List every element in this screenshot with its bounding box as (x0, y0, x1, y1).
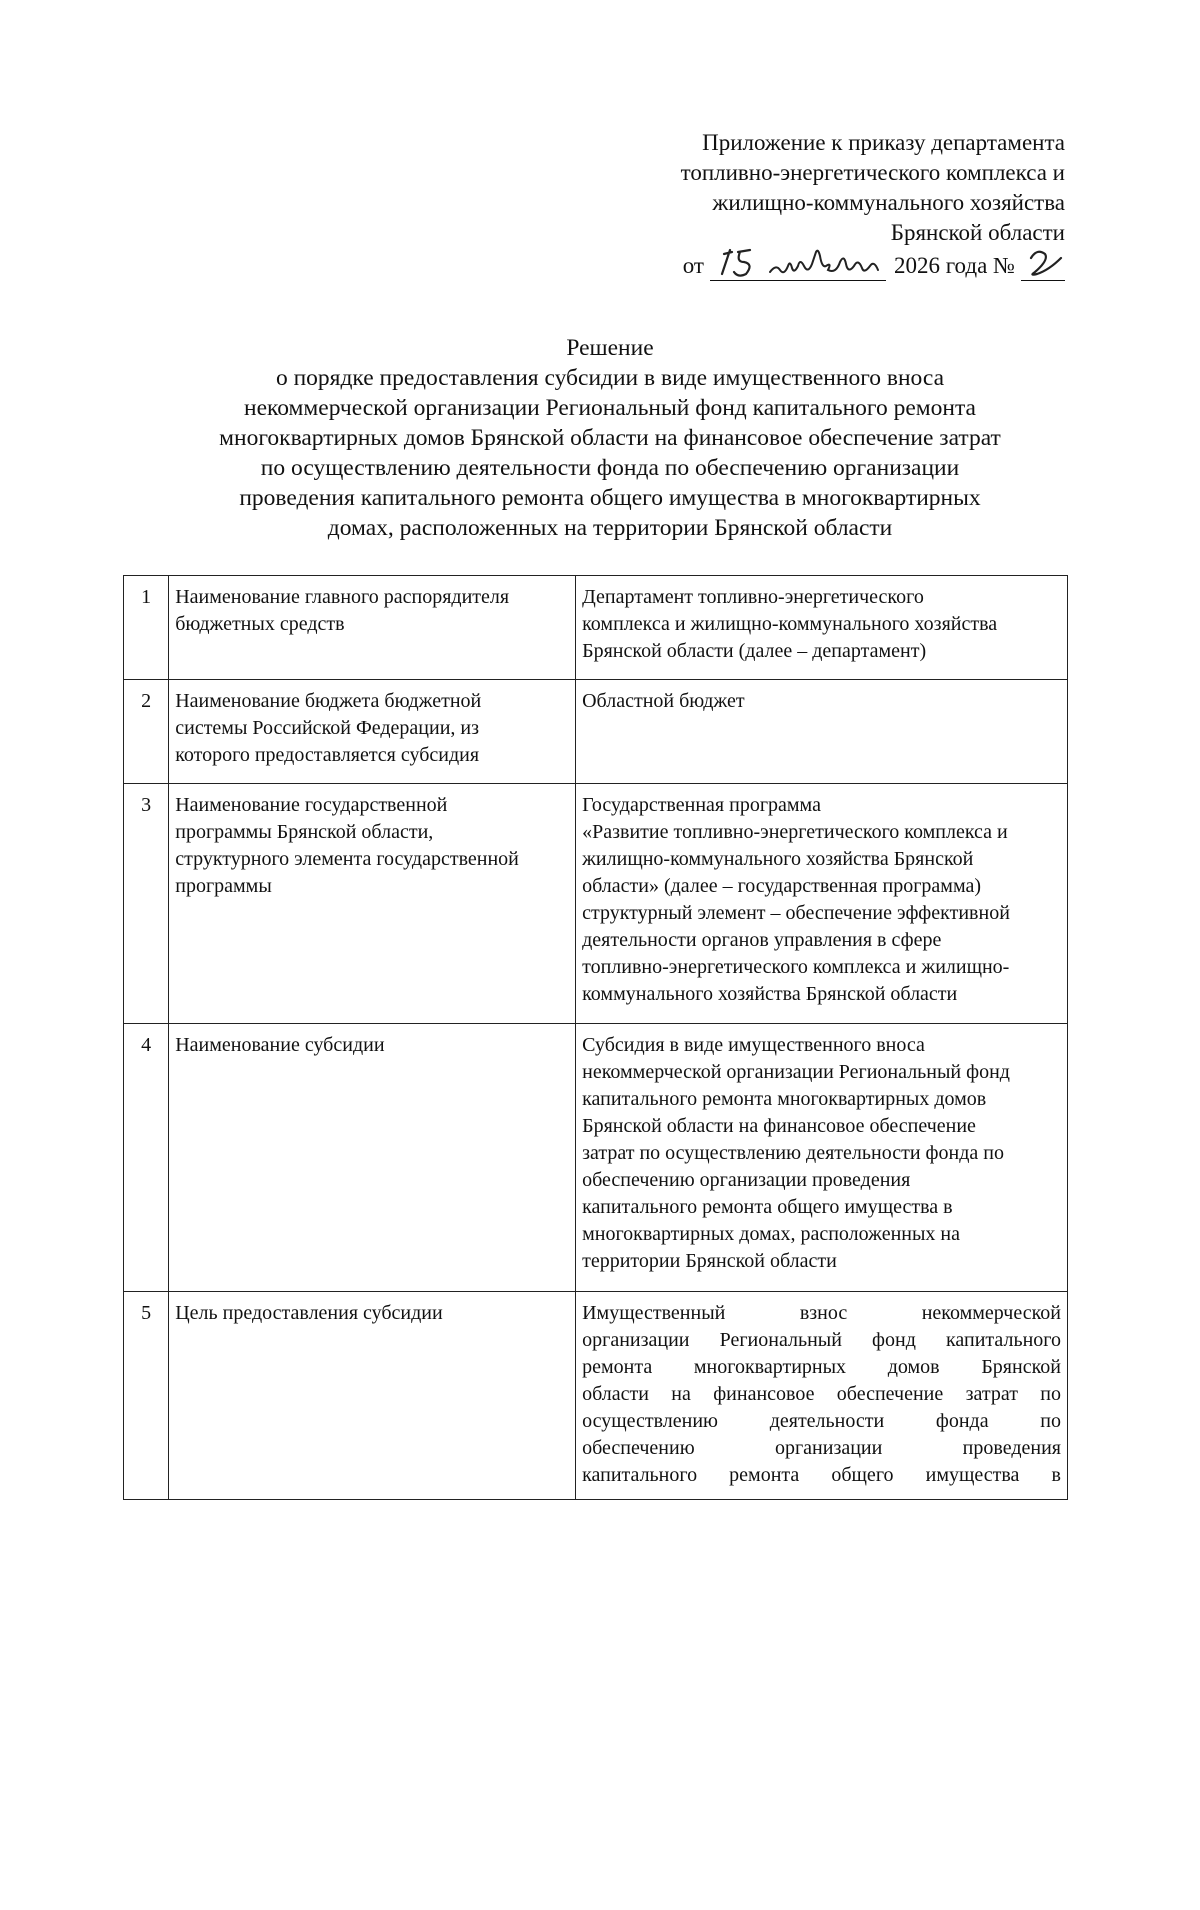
cell-line: Наименование бюджета бюджетной (175, 690, 482, 712)
cell-line: системы Российской Федерации, из (175, 717, 480, 739)
cell-line: Наименование государственной (175, 794, 448, 816)
order-date-line (545, 250, 1065, 281)
word: деятельности (769, 1410, 885, 1432)
cell-line: обеспечению организации проведения (582, 1169, 911, 1191)
row-name (169, 784, 576, 1024)
cell-line: Наименование субсидии (175, 1034, 385, 1056)
year-label: 2026 года № (893, 253, 1015, 278)
cell-line: «Развитие топливно-энергетического комплекса и (582, 821, 1008, 843)
word: Региональный (719, 1329, 842, 1351)
row-number: 5 (124, 1292, 169, 1500)
word: некоммерческой (921, 1302, 1061, 1324)
cell-line: топливно-энергетического комплекса и жилищно- (582, 956, 1010, 978)
table-row (124, 576, 1068, 680)
handwritten-number-scribble (1021, 244, 1065, 280)
cell-line: жилищно-коммунального хозяйства Брянской (582, 848, 974, 870)
cell-line-justified (582, 1435, 1061, 1462)
cell-line: Цель предоставления субсидии (175, 1302, 443, 1324)
word: организации (582, 1329, 690, 1351)
cell-line: Брянской области на финансовое обеспечение (582, 1115, 976, 1137)
row-value (576, 1024, 1068, 1292)
row-number: 1 (124, 576, 169, 680)
word: Имущественный (582, 1302, 726, 1324)
word: фонд (872, 1329, 916, 1351)
cell-line: территории Брянской области (582, 1250, 837, 1272)
cell-line-justified (582, 1327, 1061, 1354)
handwritten-month (766, 250, 886, 281)
cell-line: которого предоставляется субсидия (175, 744, 480, 766)
from-label: от (682, 253, 704, 278)
word: в (1051, 1464, 1061, 1486)
cell-line: Областной бюджет (582, 690, 745, 712)
decision-title-line: о порядке предоставления субсидии в виде имущественного вноса (275, 365, 945, 391)
cell-line-justified (582, 1381, 1061, 1408)
decision-title-line: домах, расположенных на территории Брянской области (327, 515, 893, 541)
word: проведения (962, 1437, 1061, 1459)
word: капитального (582, 1464, 698, 1486)
word: по (1040, 1383, 1061, 1405)
cell-line: некоммерческой организации Региональный фонд (582, 1061, 1010, 1083)
word: общего (831, 1464, 894, 1486)
word: многоквартирных (693, 1356, 847, 1378)
cell-line-justified (582, 1462, 1061, 1489)
cell-line: капитального ремонта многоквартирных домов (582, 1088, 987, 1110)
row-number: 3 (124, 784, 169, 1024)
cell-line: бюджетных средств (175, 613, 345, 635)
table-row (124, 680, 1068, 784)
row-value (576, 576, 1068, 680)
decision-title-line: некоммерческой организации Региональный фонд капитального ремонта (244, 395, 976, 421)
appendix-line: Приложение к приказу департамента (702, 130, 1065, 155)
row-name (169, 1292, 576, 1500)
appendix-line: топливно-энергетического комплекса и (680, 160, 1065, 185)
appendix-line: Брянской области (890, 220, 1065, 245)
row-name (169, 1024, 576, 1292)
row-value (576, 1292, 1068, 1500)
row-number: 4 (124, 1024, 169, 1292)
row-name (169, 680, 576, 784)
decision-heading: Решение (566, 335, 654, 361)
word: обеспечение (836, 1383, 944, 1405)
word: организации (774, 1437, 883, 1459)
word: Брянской (981, 1356, 1061, 1378)
word: по (1040, 1410, 1061, 1432)
word: ремонта (582, 1356, 653, 1378)
cell-line: Департамент топливно-энергетического (582, 586, 924, 608)
word: взнос (799, 1302, 848, 1324)
cell-line: Субсидия в виде имущественного вноса (582, 1034, 925, 1056)
handwritten-day-scribble (710, 244, 766, 280)
word: капитального (946, 1329, 1061, 1351)
word: финансовое (713, 1383, 815, 1405)
row-name (169, 576, 576, 680)
appendix-line: жилищно-коммунального хозяйства (712, 190, 1065, 215)
decision-title (150, 333, 1070, 543)
cell-line: Наименование главного распорядителя (175, 586, 510, 608)
cell-line-justified (582, 1354, 1061, 1381)
word: области (582, 1383, 649, 1405)
row-value (576, 784, 1068, 1024)
cell-line: программы (175, 875, 272, 897)
table-row (124, 784, 1068, 1024)
word: на (671, 1383, 691, 1405)
row-number: 2 (124, 680, 169, 784)
decision-title-line: многоквартирных домов Брянской области на финансовое обеспечение затрат (219, 425, 1001, 451)
word: осуществлению (582, 1410, 718, 1432)
cell-line: Брянской области (далее – департамент) (582, 640, 927, 662)
cell-line: Государственная программа (582, 794, 821, 816)
cell-line-justified (582, 1408, 1061, 1435)
cell-line: коммунального хозяйства Брянской области (582, 983, 958, 1005)
appendix-header (545, 128, 1065, 281)
table-row (124, 1292, 1068, 1500)
subsidy-table (123, 575, 1068, 1500)
cell-line-justified (582, 1300, 1061, 1327)
cell-line: структурный элемент – обеспечение эффективной (582, 902, 1010, 924)
handwritten-month-scribble (766, 244, 886, 280)
word: имущества (925, 1464, 1020, 1486)
word: обеспечению (582, 1437, 695, 1459)
cell-line: комплекса и жилищно-коммунального хозяйства (582, 613, 998, 635)
word: ремонта (729, 1464, 800, 1486)
row-value (576, 680, 1068, 784)
table-row (124, 1024, 1068, 1292)
cell-line: капитального ремонта общего имущества в (582, 1196, 953, 1218)
cell-line: затрат по осуществлению деятельности фонда по (582, 1142, 1004, 1164)
word: фонда (935, 1410, 989, 1432)
cell-line: деятельности органов управления в сфере (582, 929, 942, 951)
word: домов (887, 1356, 940, 1378)
cell-line: многоквартирных домах, расположенных на (582, 1223, 960, 1245)
decision-title-line: по осуществлению деятельности фонда по обеспечению организации (260, 455, 960, 481)
cell-line: программы Брянской области, (175, 821, 434, 843)
cell-line: структурного элемента государственной (175, 848, 519, 870)
word: затрат (965, 1383, 1018, 1405)
handwritten-day (710, 250, 766, 281)
cell-line: области» (далее – государственная программа) (582, 875, 981, 897)
handwritten-number (1021, 250, 1065, 281)
decision-title-line: проведения капитального ремонта общего имущества в многоквартирных (239, 485, 981, 511)
